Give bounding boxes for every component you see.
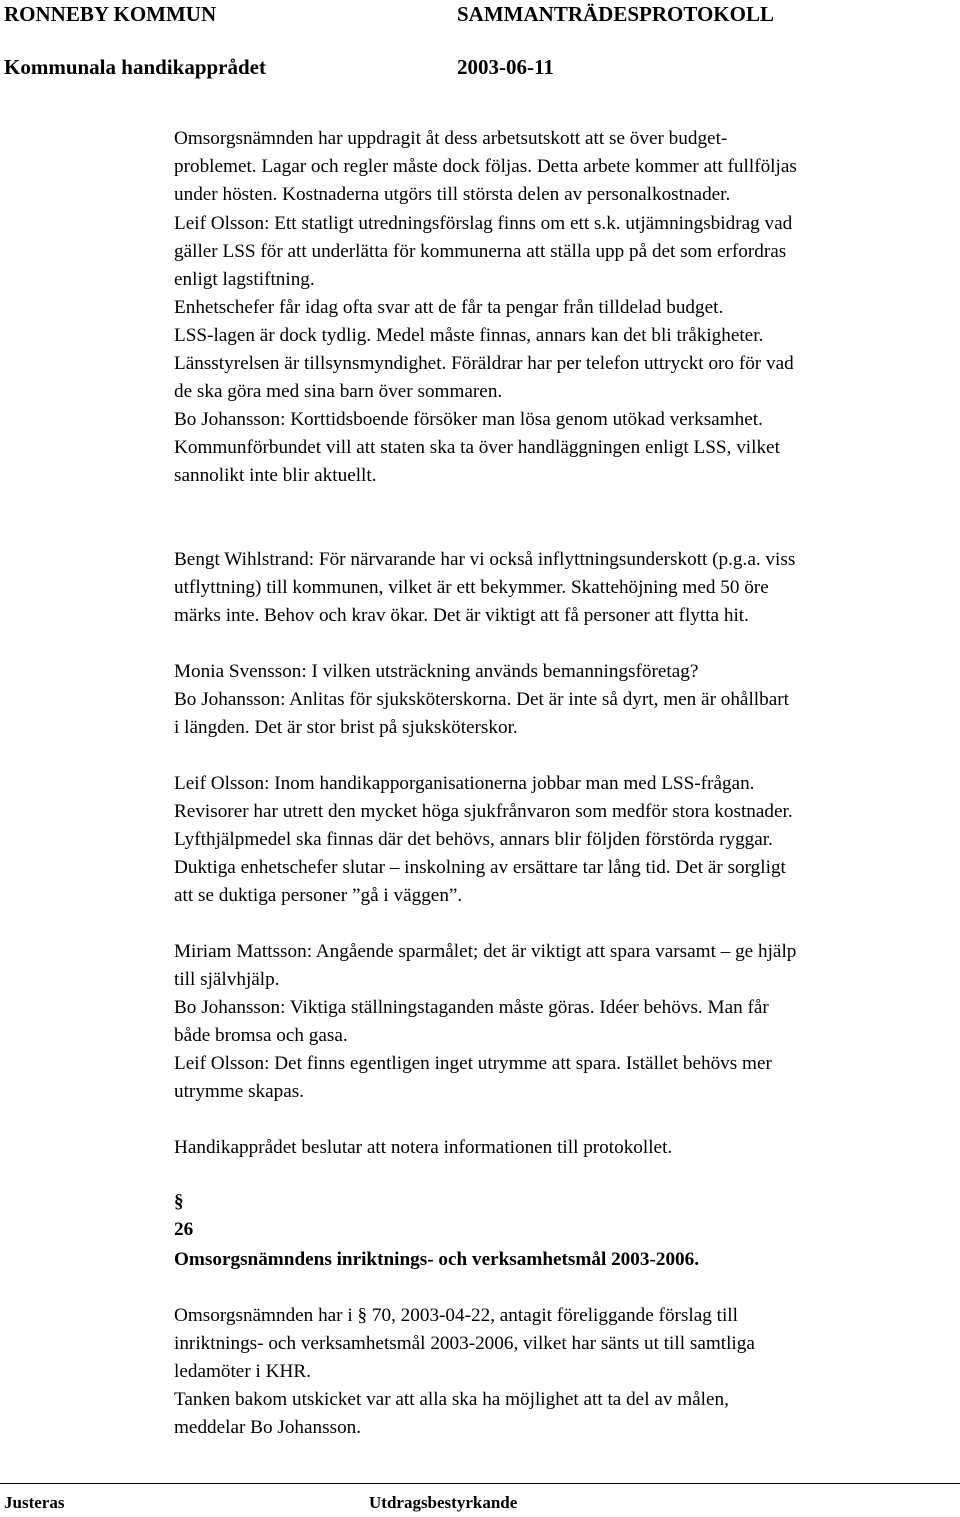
paragraph	[174, 658, 789, 742]
text-line: utrymme skapas.	[174, 1081, 305, 1102]
footer-utdragsbestyrkande: Utdragsbestyrkande	[369, 1493, 518, 1512]
text-line: inriktnings- och verksamhetsmål 2003-2006, vilket har sänts ut till samtliga	[174, 1333, 755, 1354]
footer-justeras: Justeras	[4, 1493, 65, 1512]
text-line: sannolikt inte blir aktuellt.	[174, 465, 377, 486]
text-line: Leif Olsson: Inom handikapporganisationerna jobbar man med LSS-frågan.	[174, 773, 755, 794]
text-line: enligt lagstiftning.	[174, 269, 315, 290]
section-symbol: §	[174, 1191, 184, 1212]
paragraph	[174, 546, 795, 630]
committee-name: Kommunala handikapprådet	[4, 55, 266, 79]
section-title: Omsorgsnämndens inriktnings- och verksamhetsmål 2003-2006.	[174, 1249, 700, 1270]
text-line: Bo Johansson: Korttidsboende försöker man lösa genom utökad verksamhet.	[174, 409, 763, 430]
text-line: problemet. Lagar och regler måste dock följas. Detta arbete kommer att fullföljas	[174, 156, 797, 177]
paragraph	[174, 210, 794, 490]
text-line: Handikapprådet beslutar att notera informationen till protokollet.	[174, 1137, 673, 1158]
text-line: de ska göra med sina barn över sommaren.	[174, 381, 503, 402]
document-type: SAMMANTRÄDESPROTOKOLL	[457, 2, 774, 26]
text-line: Leif Olsson: Ett statligt utredningsförslag finns om ett s.k. utjämningsbidrag vad	[174, 213, 793, 234]
text-line: till självhjälp.	[174, 969, 280, 990]
text-line: under hösten. Kostnaderna utgörs till största delen av personalkostnader.	[174, 184, 731, 205]
text-line: Tanken bakom utskicket var att alla ska ha möjlighet att ta del av målen,	[174, 1389, 729, 1410]
paragraph	[174, 125, 797, 209]
footer-divider	[0, 1483, 960, 1484]
text-line: Omsorgsnämnden har i § 70, 2003-04-22, antagit föreliggande förslag till	[174, 1305, 738, 1326]
text-line: Bo Johansson: Anlitas för sjuksköterskorna. Det är inte så dyrt, men är ohållbart	[174, 689, 789, 710]
text-line: Lyfthjälpmedel ska finnas där det behövs, annars blir följden förstörda ryggar.	[174, 829, 773, 850]
text-line: i längden. Det är stor brist på sjuksköterskor.	[174, 717, 518, 738]
paragraph	[174, 770, 793, 910]
text-line: utflyttning) till kommunen, vilket är ett bekymmer. Skattehöjning med 50 öre	[174, 577, 769, 598]
text-line: Länsstyrelsen är tillsynsmyndighet. Föräldrar har per telefon uttryckt oro för vad	[174, 353, 794, 374]
section-paragraph	[174, 1302, 755, 1442]
text-line: Duktiga enhetschefer slutar – inskolning av ersättare tar lång tid. Det är sorgligt	[174, 857, 786, 878]
text-line: ledamöter i KHR.	[174, 1361, 311, 1382]
text-line: Revisorer har utrett den mycket höga sjukfrånvaron som medför stora kostnader.	[174, 801, 793, 822]
text-line: både bromsa och gasa.	[174, 1025, 348, 1046]
text-line: Miriam Mattsson: Angående sparmålet; det är viktigt att spara varsamt – ge hjälp	[174, 941, 797, 962]
text-line: Bengt Wihlstrand: För närvarande har vi också inflyttningsunderskott (p.g.a. viss	[174, 549, 796, 570]
text-line: Monia Svensson: I vilken utsträckning används bemanningsföretag?	[174, 661, 699, 682]
text-line: meddelar Bo Johansson.	[174, 1417, 362, 1438]
section-number: 26	[174, 1219, 194, 1240]
text-line: Enhetschefer får idag ofta svar att de får ta pengar från tilldelad budget.	[174, 297, 724, 318]
text-line: Kommunförbundet vill att staten ska ta över handläggningen enligt LSS, vilket	[174, 437, 780, 458]
text-line: att se duktiga personer ”gå i väggen”.	[174, 885, 463, 906]
text-line: Leif Olsson: Det finns egentligen inget utrymme att spara. Istället behövs mer	[174, 1053, 772, 1074]
paragraph	[174, 1134, 672, 1162]
text-line: märks inte. Behov och krav ökar. Det är viktigt att få personer att flytta hit.	[174, 605, 749, 626]
text-line: Omsorgsnämnden har uppdragit åt dess arbetsutskott att se över budget-	[174, 128, 728, 149]
text-line: gäller LSS för att underlätta för kommunerna att ställa upp på det som erfordras	[174, 241, 787, 262]
paragraph	[174, 938, 796, 1106]
text-line: Bo Johansson: Viktiga ställningstaganden måste göras. Idéer behövs. Man får	[174, 997, 769, 1018]
text-line: LSS-lagen är dock tydlig. Medel måste finnas, annars kan det bli tråkigheter.	[174, 325, 764, 346]
section-marker	[174, 1188, 193, 1244]
meeting-date: 2003-06-11	[457, 55, 554, 79]
organization-name: RONNEBY KOMMUN	[4, 2, 217, 26]
